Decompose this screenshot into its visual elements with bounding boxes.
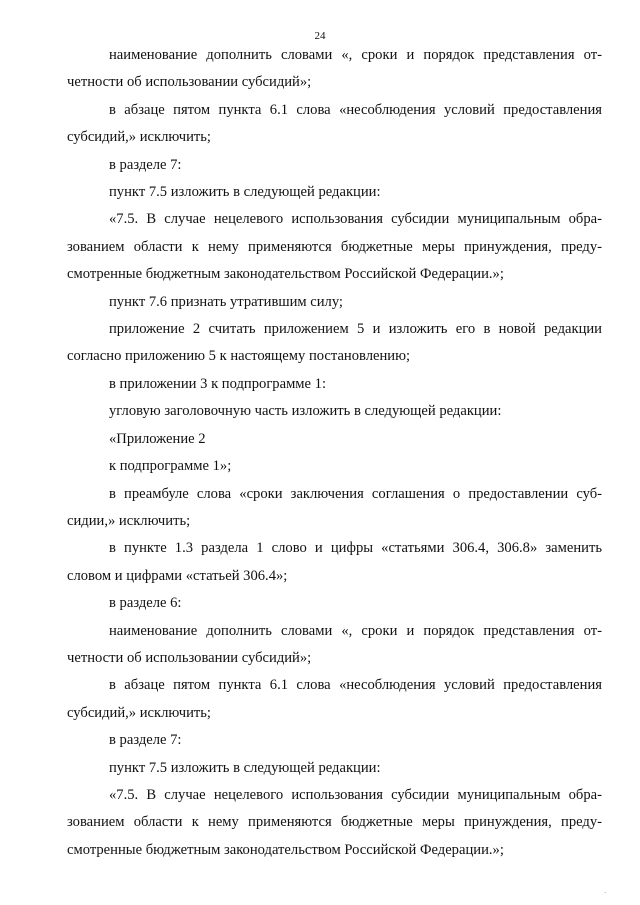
paragraph-line: «7.5. В случае нецелевого использования субсидии муниципальным обра- <box>109 786 602 803</box>
paragraph-line: пункт 7.5 изложить в следующей редакции: <box>109 184 381 201</box>
paragraph-line: согласно приложению 5 к настоящему постановлению; <box>67 348 411 365</box>
paragraph-line: угловую заголовочную часть изложить в следующей редакции: <box>109 403 502 420</box>
paragraph-line: в преамбуле слова «сроки заключения соглашения о предоставлении суб- <box>109 485 602 502</box>
paragraph-line: в приложении 3 к подпрограмме 1: <box>109 375 327 392</box>
paragraph-line: в пункте 1.3 раздела 1 слово и цифры «статьями 306.4, 306.8» заменить <box>109 540 602 557</box>
paragraph-line: в разделе 6: <box>109 595 182 612</box>
paragraph-line: приложение 2 считать приложением 5 и изложить его в новой редакции <box>109 321 602 338</box>
paragraph-line: в абзаце пятом пункта 6.1 слова «несоблюдения условий предоставления <box>109 101 602 118</box>
paragraph-line: наименование дополнить словами «, сроки и порядок представления от- <box>109 622 602 639</box>
paragraph-line: наименование дополнить словами «, сроки и порядок представления от- <box>109 47 602 63</box>
document-body <box>67 42 602 864</box>
paragraph-line: к подпрограмме 1»; <box>109 458 232 475</box>
scan-mark: · <box>604 889 607 897</box>
paragraph-line: «Приложение 2 <box>109 430 206 447</box>
paragraph-line: четности об использовании субсидий»; <box>67 74 312 91</box>
paragraph-line: субсидий,» исключить; <box>67 704 211 721</box>
paragraph-line: смотренные бюджетным законодательством Российской Федерации.»; <box>67 266 504 283</box>
paragraph-line: в разделе 7: <box>109 156 182 173</box>
paragraph-line: «7.5. В случае нецелевого использования субсидии муниципальным обра- <box>109 211 602 228</box>
paragraph-line: зованием области к нему применяются бюджетные меры принуждения, преду- <box>67 238 602 255</box>
paragraph-line: словом и цифрами «статьей 306.4»; <box>67 567 288 584</box>
paragraph-line: четности об использовании субсидий»; <box>67 649 312 666</box>
paragraph-line: пункт 7.6 признать утратившим силу; <box>109 293 343 310</box>
paragraph-line: в разделе 7: <box>109 732 182 749</box>
paragraph-line: в абзаце пятом пункта 6.1 слова «несоблюдения условий предоставления <box>109 677 602 694</box>
paragraph-line: зованием области к нему применяются бюджетные меры принуждения, преду- <box>67 814 602 831</box>
paragraph-line: субсидий,» исключить; <box>67 129 211 146</box>
page-number: 24 <box>314 30 326 42</box>
paragraph-line: сидии,» исключить; <box>67 512 191 529</box>
paragraph-line: смотренные бюджетным законодательством Российской Федерации.»; <box>67 841 504 858</box>
paragraph-line: пункт 7.5 изложить в следующей редакции: <box>109 759 381 776</box>
